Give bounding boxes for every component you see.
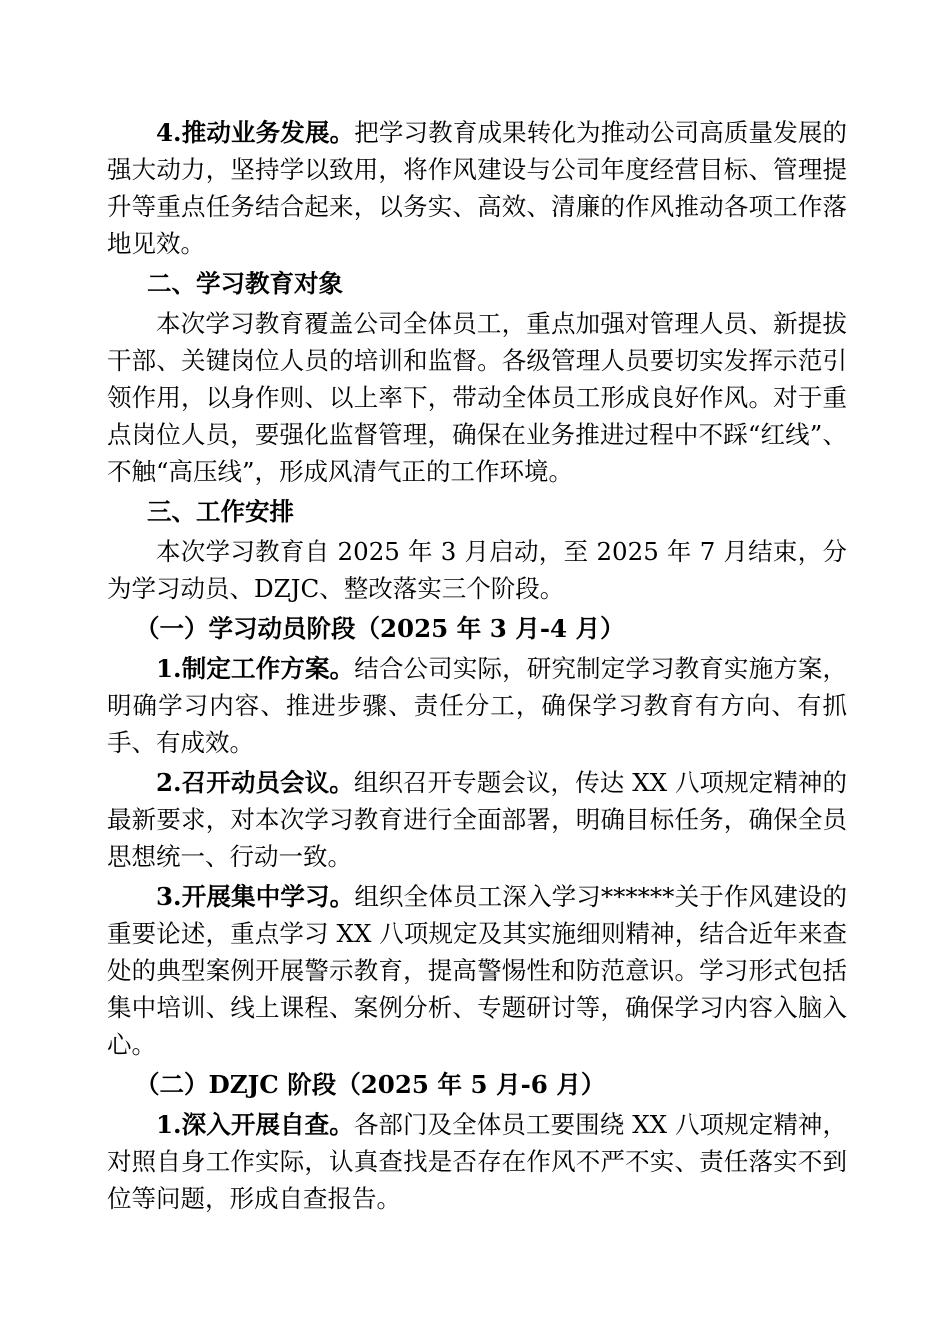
paragraph-text: 把学习教育成果转化为推动公司高质量发展的强大动力，坚持学以致用，将作风建设与公司年度经营目标、管理提升等重点任务结合起来，以务实、高效、清廉的作风推动各项工作落地见效。: [107, 118, 848, 258]
section-heading-arrangement: 三、工作安排: [147, 497, 294, 526]
subsection-heading-mobilization: （一）学习动员阶段（2025 年 3 月-4 月）: [135, 614, 625, 643]
section-heading-audience: 二、学习教育对象: [147, 269, 343, 298]
paragraph-self-inspection: [107, 1106, 847, 1217]
document-page: [107, 114, 847, 1217]
paragraph-text: 组织召开专题会议，传达 XX 八项规定精神的最新要求，对本次学习教育进行全面部署，明确目标任务，确保全员思想统一、行动一致。: [107, 768, 847, 871]
paragraph-text: 结合公司实际，研究制定学习教育实施方案，明确学习内容、推进步骤、责任分工，确保学习教育有方向、有抓手、有成效。: [107, 654, 848, 757]
paragraph-audience: 本次学习教育覆盖公司全体员工，重点加强对管理人员、新提拔干部、关键岗位人员的培训和监督。各级管理人员要切实发挥示范引领作用，以身作则、以上率下，带动全体员工形成良好作风。对于重点岗位人员，要强化监督管理，确保在业务推进过程中不踩“红线”、不触“高压线”，形成风清气正的工作环境。: [107, 309, 847, 486]
paragraph-centralized-study: [107, 878, 847, 1063]
paragraph-lead: 1.制定工作方案。: [156, 654, 355, 683]
paragraph-work-plan: [107, 650, 847, 761]
paragraph-lead: 3.开展集中学习。: [156, 882, 355, 911]
paragraph-text: 组织全体员工深入学习******关于作风建设的重要论述，重点学习 XX 八项规定及其实施细则精神，结合近年来查处的典型案例开展警示教育，提高警惕性和防范意识。学习形式包括集中培训、线上课程、案例分析、专题研讨等，确保学习内容入脑入心。: [107, 882, 848, 1059]
paragraph-business-development: [107, 114, 847, 262]
subsection-heading-dzjc: （二）DZJC 阶段（2025 年 5 月-6 月）: [135, 1070, 606, 1099]
paragraph-lead: 4.推动业务发展。: [156, 118, 355, 147]
paragraph-lead: 1.深入开展自查。: [156, 1110, 354, 1139]
paragraph-arrangement: 本次学习教育自 2025 年 3 月启动，至 2025 年 7 月结束，分为学习动员、DZJC、整改落实三个阶段。: [107, 537, 847, 603]
paragraph-mobilization-meeting: [107, 764, 847, 875]
paragraph-lead: 2.召开动员会议。: [156, 768, 354, 797]
paragraph-text: 各部门及全体员工要围绕 XX 八项规定精神，对照自身工作实际，认真查找是否存在作风不严不实、责任落实不到位等问题，形成自查报告。: [107, 1110, 847, 1213]
